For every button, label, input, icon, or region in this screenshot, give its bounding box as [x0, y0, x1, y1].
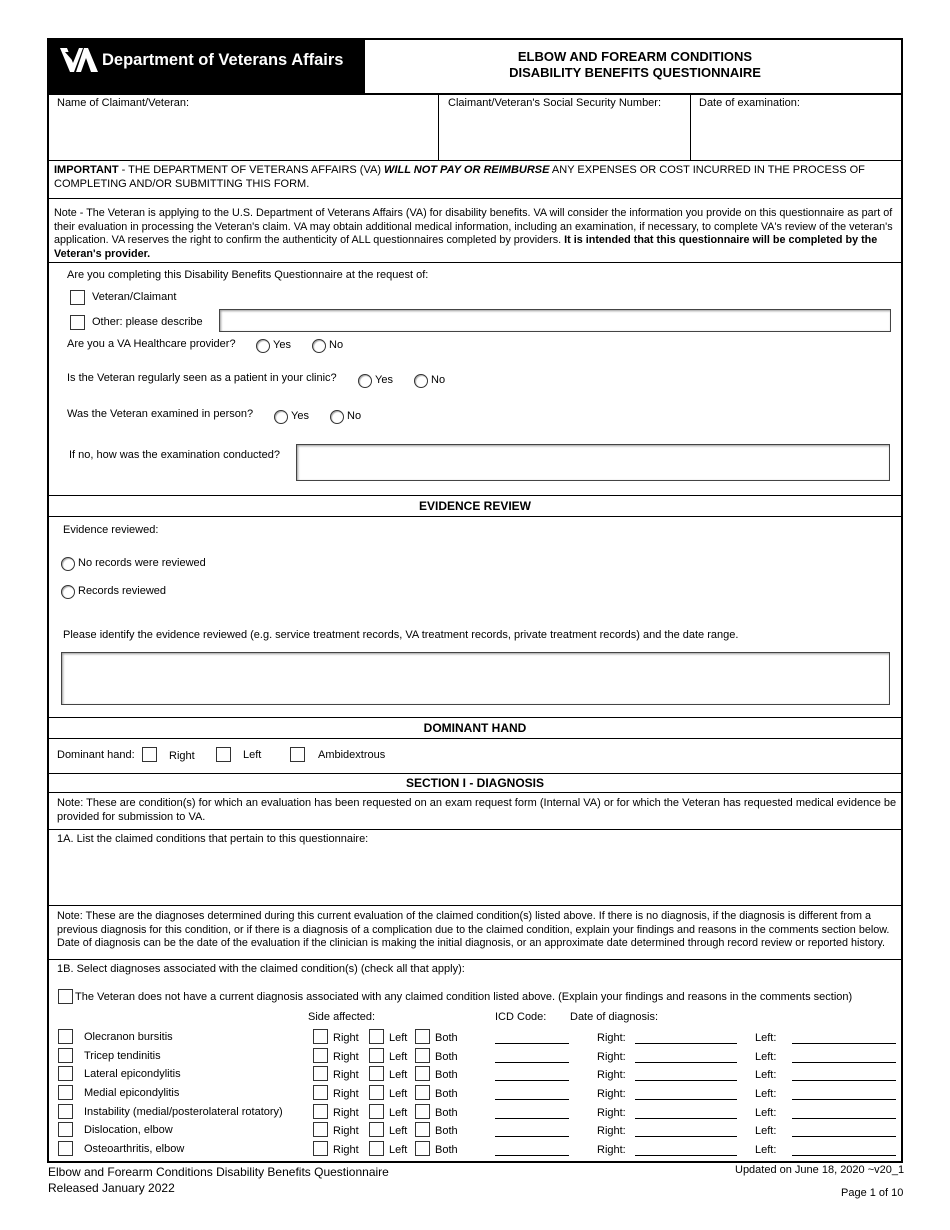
intro-note: Note - The Veteran is applying to the U.S. Department of Veterans Affairs (VA) for disability benefits. VA will consider the information you provide on this questionnaire as part of their evaluation in processing the Veteran's claim. VA may obtain additional medical information, including an examination, if necessary, to complete VA's review of the veteran's application. VA reserves the right to confirm the authenticity of ALL questionnaires completed by providers. It is intended that this questionnaire will be completed by the Veteran's provider. — [54, 207, 893, 260]
footer-released: Released January 2022 — [48, 1181, 175, 1195]
diagnosis-date-right-field[interactable] — [635, 1118, 737, 1119]
side-both-label: Both — [435, 1107, 458, 1119]
side-right-checkbox[interactable] — [313, 1104, 328, 1119]
diagnosis-date-left-field[interactable] — [792, 1043, 896, 1044]
side-right-checkbox[interactable] — [313, 1029, 328, 1044]
side-right-label: Right — [333, 1032, 359, 1044]
dominant-ambidextrous-checkbox[interactable] — [290, 747, 305, 762]
dominant-right-checkbox[interactable] — [142, 747, 157, 762]
icd-code-field[interactable] — [495, 1155, 569, 1156]
no-records-radio[interactable] — [61, 557, 75, 571]
side-both-label: Both — [435, 1032, 458, 1044]
footer-form-name: Elbow and Forearm Conditions Disability Benefits Questionnaire — [48, 1165, 389, 1179]
in-person-question: Was the Veteran examined in person? — [67, 408, 254, 420]
side-both-label: Both — [435, 1125, 458, 1137]
side-right-checkbox[interactable] — [313, 1122, 328, 1137]
diagnosis-date-right-field[interactable] — [635, 1136, 737, 1137]
diagnosis-date-left-field[interactable] — [792, 1155, 896, 1156]
side-right-checkbox[interactable] — [313, 1048, 328, 1063]
diagnosis-date-left-field[interactable] — [792, 1080, 896, 1081]
side-both-checkbox[interactable] — [415, 1122, 430, 1137]
icd-code-field[interactable] — [495, 1080, 569, 1081]
condition-checkbox[interactable] — [58, 1122, 73, 1137]
veteran-claimant-checkbox[interactable] — [70, 290, 85, 305]
evidence-identify-label: Please identify the evidence reviewed (e.g. service treatment records, VA treatment records, private treatment records) and the date range. — [63, 629, 739, 641]
dominant-ambidextrous-label: Ambidextrous — [318, 749, 386, 761]
other-label: Other: please describe — [92, 316, 203, 328]
dominant-hand-heading: DOMINANT HAND — [423, 721, 527, 735]
dbq-form — [47, 38, 903, 1163]
diagnosis-date-left-label: Left: — [755, 1032, 777, 1044]
condition-checkbox[interactable] — [58, 1048, 73, 1063]
side-both-checkbox[interactable] — [415, 1066, 430, 1081]
diagnosis-date-left-label: Left: — [755, 1069, 777, 1081]
condition-label: Tricep tendinitis — [84, 1050, 161, 1062]
in-person-no-radio[interactable] — [330, 410, 344, 424]
form-title-line1: ELBOW AND FOREARM CONDITIONS — [517, 49, 753, 64]
diagnosis-date-right-label: Right: — [597, 1088, 626, 1100]
diagnosis-date-right-label: Right: — [597, 1107, 626, 1119]
in-person-no-label: No — [347, 410, 362, 422]
diagnosis-date-right-label: Right: — [597, 1144, 626, 1156]
footer-page-number: Page 1 of 10 — [841, 1187, 904, 1199]
side-left-checkbox[interactable] — [369, 1122, 384, 1137]
condition-checkbox[interactable] — [58, 1141, 73, 1156]
exam-method-input[interactable] — [296, 444, 890, 481]
side-right-label: Right — [333, 1051, 359, 1063]
date-of-diagnosis-header: Date of diagnosis: — [570, 1011, 659, 1023]
patient-no-label: No — [431, 374, 446, 386]
icd-code-field[interactable] — [495, 1099, 569, 1100]
diagnosis-date-left-label: Left: — [755, 1051, 777, 1063]
records-reviewed-label: Records reviewed — [78, 585, 167, 597]
side-left-checkbox[interactable] — [369, 1104, 384, 1119]
side-left-checkbox[interactable] — [369, 1048, 384, 1063]
side-right-label: Right — [333, 1088, 359, 1100]
condition-checkbox[interactable] — [58, 1066, 73, 1081]
q1a-label: 1A. List the claimed conditions that pertain to this questionnaire: — [57, 833, 369, 845]
side-left-label: Left — [389, 1032, 408, 1044]
condition-label: Instability (medial/posterolateral rotatory) — [84, 1106, 283, 1118]
condition-label: Dislocation, elbow — [84, 1124, 173, 1136]
no-records-label: No records were reviewed — [78, 557, 206, 569]
side-left-label: Left — [389, 1051, 408, 1063]
agency-banner — [49, 40, 365, 94]
icd-code-header: ICD Code: — [495, 1011, 547, 1023]
side-both-checkbox[interactable] — [415, 1085, 430, 1100]
condition-checkbox[interactable] — [58, 1029, 73, 1044]
diagnosis-date-right-field[interactable] — [635, 1080, 737, 1081]
diagnosis-date-right-field[interactable] — [635, 1099, 737, 1100]
va-provider-no-label: No — [329, 339, 344, 351]
condition-label: Medial epicondylitis — [84, 1087, 180, 1099]
patient-yes-label: Yes — [375, 374, 393, 386]
important-notice: IMPORTANT - THE DEPARTMENT OF VETERANS AFFAIRS (VA) WILL NOT PAY OR REIMBURSE ANY EXPENSES OR COST INCURRED IN THE PROCESS OF COMPLETING AND/OR SUBMITTING THIS FORM. — [54, 164, 865, 190]
diagnosis-date-right-field[interactable] — [635, 1043, 737, 1044]
icd-code-field[interactable] — [495, 1118, 569, 1119]
dominant-left-label: Left — [243, 749, 262, 761]
ssn-label: Claimant/Veteran's Social Security Number: — [448, 97, 662, 109]
side-left-checkbox[interactable] — [369, 1029, 384, 1044]
icd-code-field[interactable] — [495, 1043, 569, 1044]
side-left-checkbox[interactable] — [369, 1085, 384, 1100]
diagnosis-date-left-label: Left: — [755, 1125, 777, 1137]
dominant-right-label: Right — [169, 750, 195, 762]
diagnosis-date-left-label: Left: — [755, 1144, 777, 1156]
claimant-name-label: Name of Claimant/Veteran: — [57, 97, 190, 109]
side-right-label: Right — [333, 1144, 359, 1156]
diagnosis-date-right-label: Right: — [597, 1069, 626, 1081]
diagnosis-date-left-field[interactable] — [792, 1136, 896, 1137]
side-affected-header: Side affected: — [308, 1011, 376, 1023]
q1b-label: 1B. Select diagnoses associated with the claimed condition(s) (check all that apply): — [57, 963, 465, 975]
evidence-identify-input[interactable] — [61, 652, 890, 705]
side-right-checkbox[interactable] — [313, 1066, 328, 1081]
veteran-claimant-label: Veteran/Claimant — [92, 291, 177, 303]
condition-checkbox[interactable] — [58, 1085, 73, 1100]
footer-updated: Updated on June 18, 2020 ~v20_1 — [735, 1164, 905, 1176]
side-left-checkbox[interactable] — [369, 1141, 384, 1156]
side-left-label: Left — [389, 1144, 408, 1156]
other-checkbox[interactable] — [70, 315, 85, 330]
side-right-label: Right — [333, 1107, 359, 1119]
va-provider-question: Are you a VA Healthcare provider? — [67, 338, 236, 350]
diagnosis-date-right-label: Right: — [597, 1125, 626, 1137]
side-both-label: Both — [435, 1144, 458, 1156]
patient-question: Is the Veteran regularly seen as a patient in your clinic? — [67, 372, 337, 384]
dominant-left-checkbox[interactable] — [216, 747, 231, 762]
exam-method-question: If no, how was the examination conducted? — [69, 449, 280, 461]
side-both-checkbox[interactable] — [415, 1048, 430, 1063]
side-left-label: Left — [389, 1088, 408, 1100]
side-right-label: Right — [333, 1069, 359, 1081]
patient-yes-radio[interactable] — [358, 374, 372, 388]
in-person-yes-radio[interactable] — [274, 410, 288, 424]
diagnosis-section-heading: SECTION I - DIAGNOSIS — [405, 776, 544, 790]
q1a-claimed-conditions-field[interactable] — [53, 848, 899, 902]
no-diagnosis-label: The Veteran does not have a current diagnosis associated with any claimed condition listed above. (Explain your findings and reasons in the comments section) — [75, 991, 853, 1003]
diagnosis-date-right-label: Right: — [597, 1032, 626, 1044]
no-diagnosis-checkbox[interactable] — [58, 989, 73, 1004]
diagnosis-date-left-label: Left: — [755, 1088, 777, 1100]
patient-no-radio[interactable] — [414, 374, 428, 388]
icd-code-field[interactable] — [495, 1062, 569, 1063]
claimant-name-field[interactable] — [53, 112, 433, 156]
in-person-yes-label: Yes — [291, 410, 309, 422]
ssn-field[interactable] — [443, 112, 685, 156]
exam-date-field[interactable] — [695, 112, 899, 156]
diagnosis-note-1: Note: These are condition(s) for which an evaluation has been requested on an exam request form (Internal VA) or for which the Veteran has requested medical evidence be provided for submission to VA. — [57, 797, 897, 823]
condition-label: Lateral epicondylitis — [84, 1068, 181, 1080]
evidence-reviewed-label: Evidence reviewed: — [63, 524, 159, 536]
diagnosis-date-right-field[interactable] — [635, 1062, 737, 1063]
va-provider-yes-radio[interactable] — [256, 339, 270, 353]
side-left-label: Left — [389, 1107, 408, 1119]
icd-code-field[interactable] — [495, 1136, 569, 1137]
side-both-checkbox[interactable] — [415, 1104, 430, 1119]
dominant-hand-label: Dominant hand: — [57, 749, 135, 761]
form-title-line2: DISABILITY BENEFITS QUESTIONNAIRE — [509, 65, 761, 80]
diagnosis-date-left-label: Left: — [755, 1107, 777, 1119]
exam-date-label: Date of examination: — [699, 97, 800, 109]
condition-label: Osteoarthritis, elbow — [84, 1143, 185, 1155]
side-right-checkbox[interactable] — [313, 1141, 328, 1156]
other-describe-input[interactable] — [219, 309, 891, 332]
agency-name: Department of Veterans Affairs — [102, 51, 344, 69]
side-right-checkbox[interactable] — [313, 1085, 328, 1100]
side-both-label: Both — [435, 1088, 458, 1100]
diagnosis-note-2: Note: These are the diagnoses determined during this current evaluation of the claimed condition(s) listed above. If there is no diagnosis, if the diagnosis is different from a previous diagnosis for this condition, or if there is a diagnosis of a complication due to the claimed condition, explain your findings and reasons in the comments section below. Date of diagnosis can be the date of the evaluation if the clinician is making the initial diagnosis, or an approximate date determined through record review or reported history. — [57, 910, 890, 949]
va-provider-yes-label: Yes — [273, 339, 291, 351]
side-both-label: Both — [435, 1051, 458, 1063]
side-left-label: Left — [389, 1125, 408, 1137]
va-logo-icon — [59, 45, 99, 75]
va-provider-no-radio[interactable] — [312, 339, 326, 353]
diagnosis-date-right-label: Right: — [597, 1051, 626, 1063]
request-question: Are you completing this Disability Benefits Questionnaire at the request of: — [67, 269, 429, 281]
condition-label: Olecranon bursitis — [84, 1031, 173, 1043]
side-both-checkbox[interactable] — [415, 1029, 430, 1044]
side-both-label: Both — [435, 1069, 458, 1081]
diagnosis-date-left-field[interactable] — [792, 1099, 896, 1100]
diagnosis-date-right-field[interactable] — [635, 1155, 737, 1156]
diagnosis-date-left-field[interactable] — [792, 1062, 896, 1063]
records-reviewed-radio[interactable] — [61, 585, 75, 599]
condition-checkbox[interactable] — [58, 1104, 73, 1119]
diagnosis-date-left-field[interactable] — [792, 1118, 896, 1119]
evidence-review-heading: EVIDENCE REVIEW — [418, 499, 532, 513]
side-left-checkbox[interactable] — [369, 1066, 384, 1081]
side-left-label: Left — [389, 1069, 408, 1081]
side-both-checkbox[interactable] — [415, 1141, 430, 1156]
side-right-label: Right — [333, 1125, 359, 1137]
